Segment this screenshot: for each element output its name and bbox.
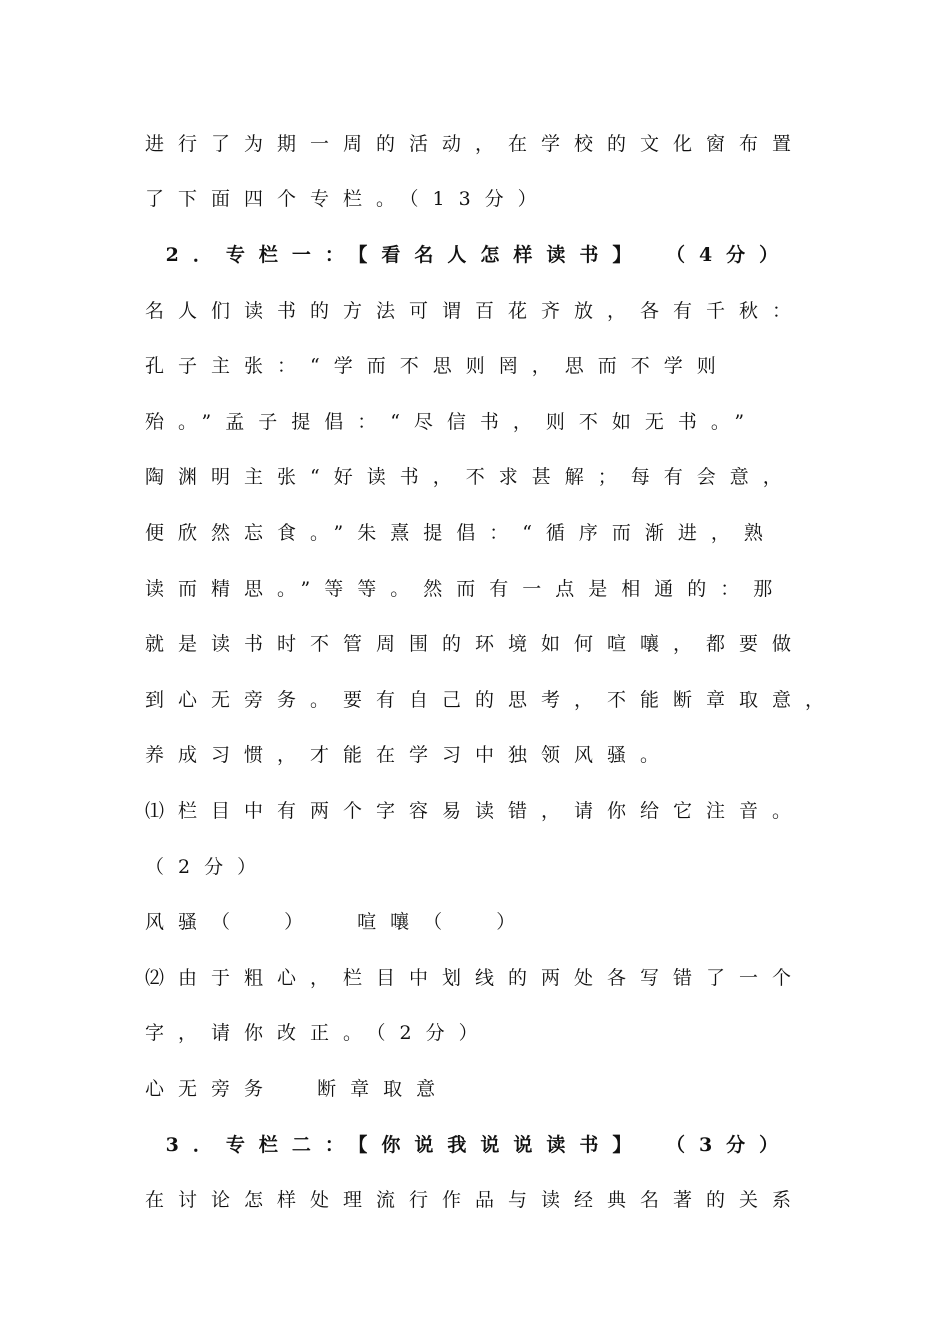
text-line: 养成习惯，才能在学习中独领风骚。 (145, 744, 674, 766)
section-heading: 2．专栏一：【看名人怎样读书】 （4分） (145, 244, 793, 266)
answer-line: 心无旁务 断章取意 (145, 1078, 450, 1100)
text-line: 到心无旁务。要有自己的思考，不能断章取意， (145, 689, 839, 711)
text-line: 陶渊明主张“好读书，不求甚解；每有会意， (145, 466, 796, 488)
question-line: ⑵由于粗心，栏目中划线的两处各写错了一个 (145, 967, 806, 989)
question-line: ⑴栏目中有两个字容易读错，请你给它注音。 (145, 800, 806, 822)
section-heading: 3．专栏二：【你说我说说读书】 （3分） (145, 1134, 793, 1156)
text-line: 了下面四个专栏。（13分） (145, 188, 551, 210)
text-line: 进行了为期一周的活动，在学校的文化窗布置 (145, 133, 806, 155)
text-line: 名人们读书的方法可谓百花齐放，各有千秋： (145, 300, 806, 322)
text-line: 便欣然忘食。”朱熹提倡：“循序而渐进，熟 (145, 522, 777, 544)
score-line: （2分） (145, 856, 271, 878)
text-line: 就是读书时不管周围的环境如何喧嚷，都要做 (145, 633, 806, 655)
text-line: 孔子主张：“学而不思则罔，思而不学则 (145, 355, 730, 377)
text-line: 殆。”孟子提倡：“尽信书，则不如无书。” (145, 411, 759, 433)
text-line: 读而精思。”等等。然而有一点是相通的：那 (145, 578, 787, 600)
text-line: 在讨论怎样处理流行作品与读经典名著的关系 (145, 1189, 806, 1211)
text-line: 字，请你改正。（2分） (145, 1022, 492, 1044)
answer-line: 风骚（ ） 喧嚷（ ） (145, 911, 530, 933)
